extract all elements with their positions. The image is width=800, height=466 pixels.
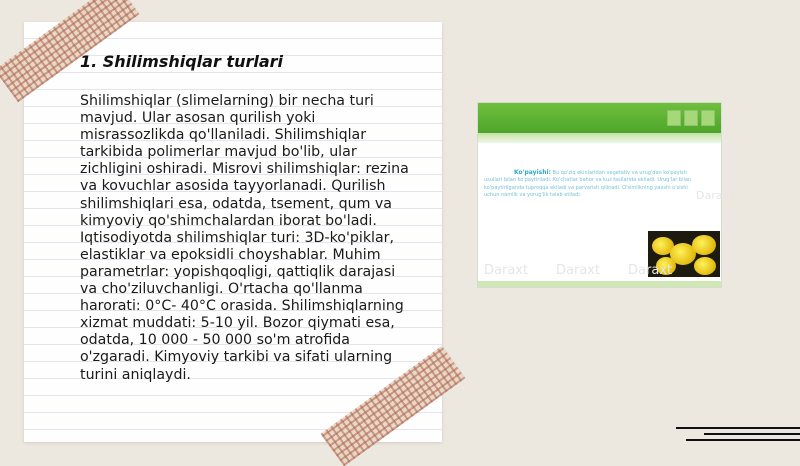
- slide-thumbnail: [477, 102, 734, 288]
- slide-text-content: Bu qo'ziq ekinlaridan vegetativ va urug'dan ko'payish usullari bilan ko'paytiriladi. Ko'chatlar bahor va kuz fasllarida ekiladi. Urug'lar bilan ko'paytirilganda tuproqqa ekiladi va parvarish qilinadi. O'simlikning yaxshi o'sishi uchun namlik va yorug'lik talab etiladi.: [484, 170, 692, 198]
- header-square-icon: [684, 110, 698, 126]
- decorative-line: [676, 427, 800, 429]
- slide-ghost-word: Daraxt: [628, 263, 673, 278]
- slide-header-icons: [667, 110, 715, 126]
- header-square-icon: [667, 110, 681, 126]
- slide-header-band: [478, 133, 721, 143]
- slide-ghost-side: Daraxt: [696, 189, 734, 202]
- header-square-icon: [701, 110, 715, 126]
- slide-body-text: [484, 169, 702, 199]
- body-paragraph: Shilimshiqlar (slimelarning) bir necha turi mavjud. Ular asosan qurilish yoki misrassozlikda qo'llaniladi. Shilimshiqlar tarkibida polimerlar mavjud bo'lib, ular zichligini oshiradi. Misrovi shilimshiqlar: rezina va kovuchlar asosida tayyorlanadi. Qurilish shilimshiqlari esa, odatda, tsement, qum va kimyoviy qo'shimchalardan iborat bo'ladi. Iqtisodiyotda shilimshiqlar turi: 3D-ko'piklar, elastiklar va epoksidli choyshablar. Muhim parametrlar: yopishqoqligi, qattiqlik darajasi va cho'ziluvchanligi. O'rtacha qo'llanma harorati: 0°C- 40°C orasida. Shilimshiqlarning xizmat muddati: 5-10 yil. Bozor qiymati esa, odatda, 10 000 - 50 000 so'm atrofida o'zgaradi. Kimyoviy tarkibi va sifati ularning turini aniqlaydi.: [80, 93, 409, 383]
- slide-ghost-word: Daraxt: [556, 263, 601, 278]
- slide-label: Ko'payishi:: [514, 169, 551, 176]
- section-heading: 1. Shilimshiqlar turlari: [80, 52, 283, 71]
- decorative-line: [704, 433, 800, 435]
- decorative-line: [686, 439, 800, 441]
- slide-footer-bar: [478, 281, 721, 287]
- slide-ghost-word: Daraxt: [484, 263, 529, 278]
- slide-header-bar: [478, 103, 721, 133]
